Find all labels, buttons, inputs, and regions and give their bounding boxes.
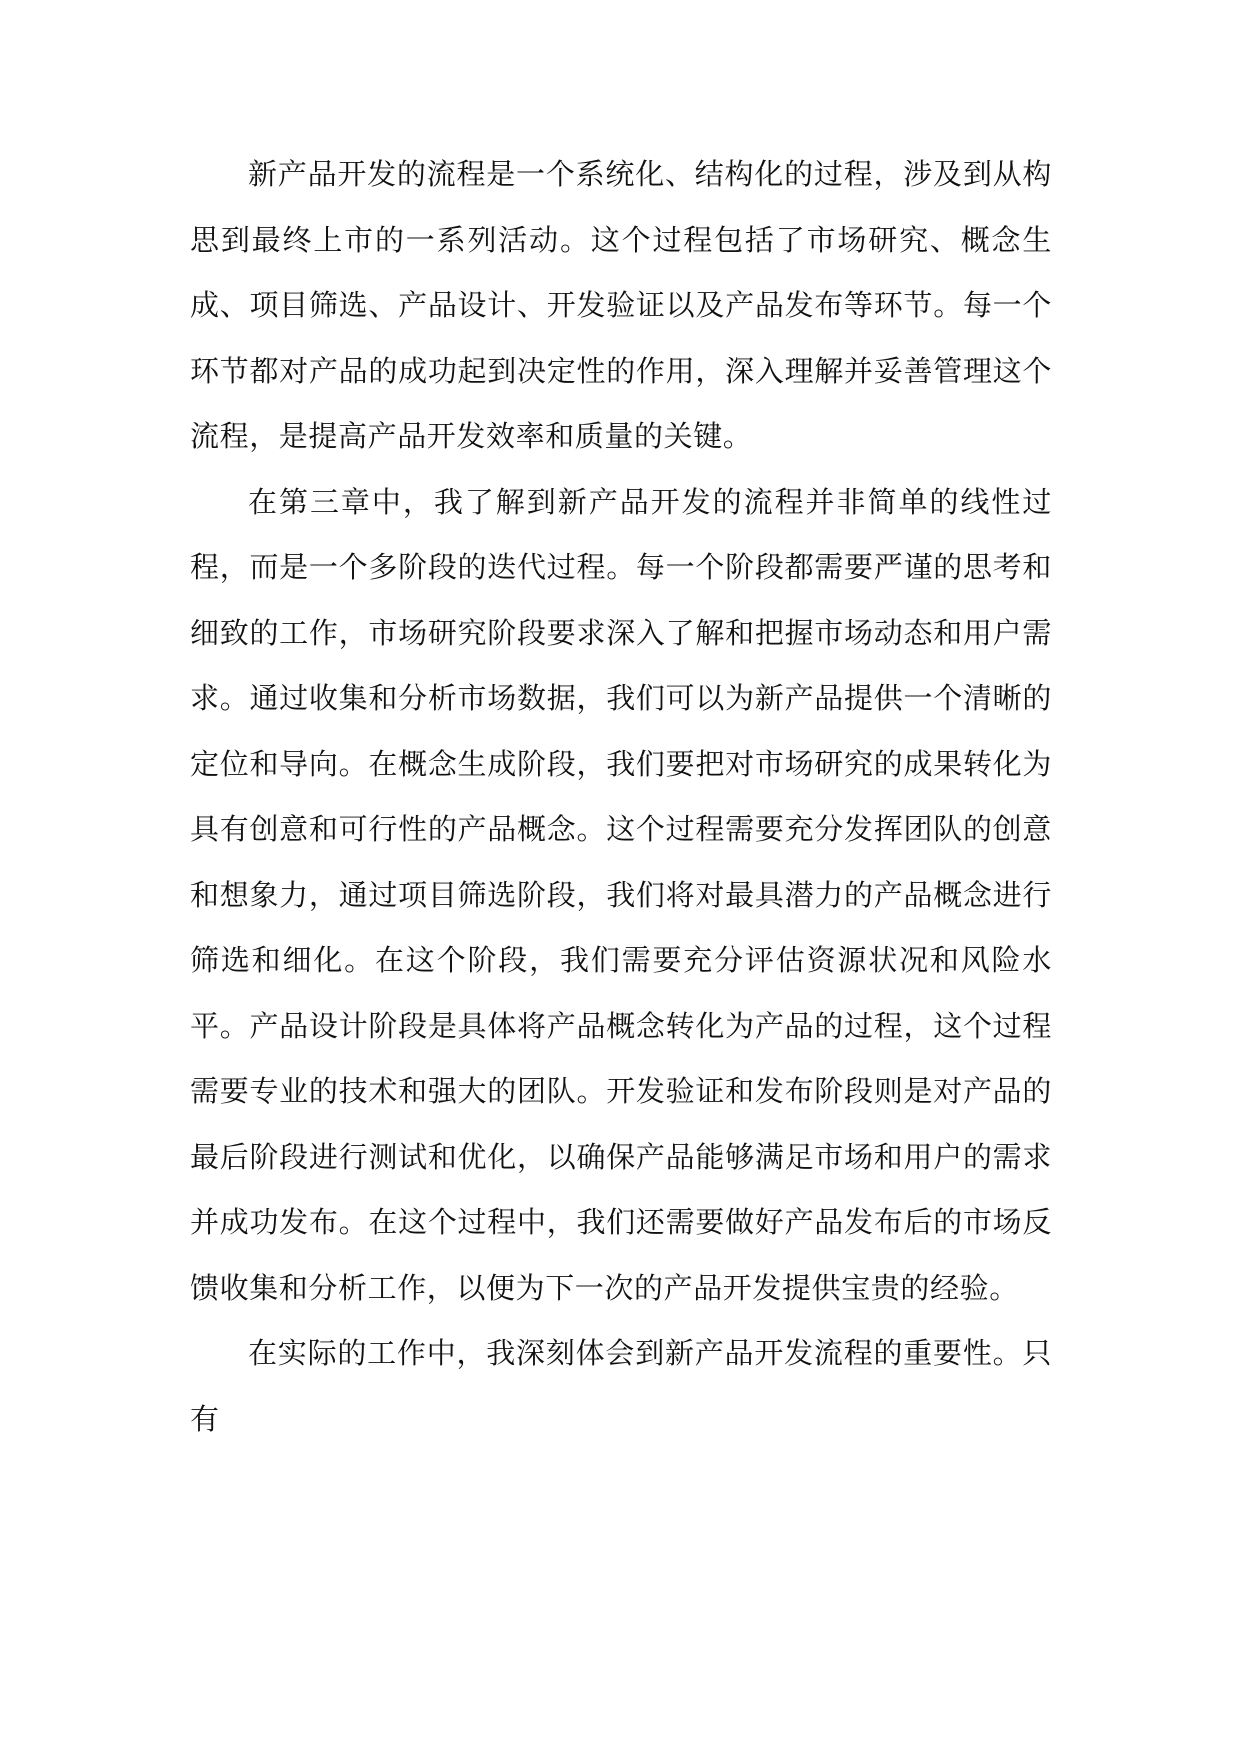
document-body: [190, 142, 1052, 1452]
paragraph-1: 新产品开发的流程是一个系统化、结构化的过程，涉及到从构思到最终上市的一系列活动。这个过程包括了市场研究、概念生成、项目筛选、产品设计、开发验证以及产品发布等环节。每一个环节都对产品的成功起到决定性的作用，深入理解并妥善管理这个流程，是提高产品开发效率和质量的关键。: [190, 157, 1052, 453]
paragraph-3: 在实际的工作中，我深刻体会到新产品开发流程的重要性。只有: [190, 1336, 1052, 1436]
paragraph-2: 在第三章中，我了解到新产品开发的流程并非简单的线性过程，而是一个多阶段的迭代过程。每一个阶段都需要严谨的思考和细致的工作，市场研究阶段要求深入了解和把握市场动态和用户需求。通过收集和分析市场数据，我们可以为新产品提供一个清晰的定位和导向。在概念生成阶段，我们要把对市场研究的成果转化为具有创意和可行性的产品概念。这个过程需要充分发挥团队的创意和想象力，通过项目筛选阶段，我们将对最具潜力的产品概念进行筛选和细化。在这个阶段，我们需要充分评估资源状况和风险水平。产品设计阶段是具体将产品概念转化为产品的过程，这个过程需要专业的技术和强大的团队。开发验证和发布阶段则是对产品的最后阶段进行测试和优化，以确保产品能够满足市场和用户的需求并成功发布。在这个过程中，我们还需要做好产品发布后的市场反馈收集和分析工作，以便为下一次的产品开发提供宝贵的经验。: [190, 484, 1052, 1305]
